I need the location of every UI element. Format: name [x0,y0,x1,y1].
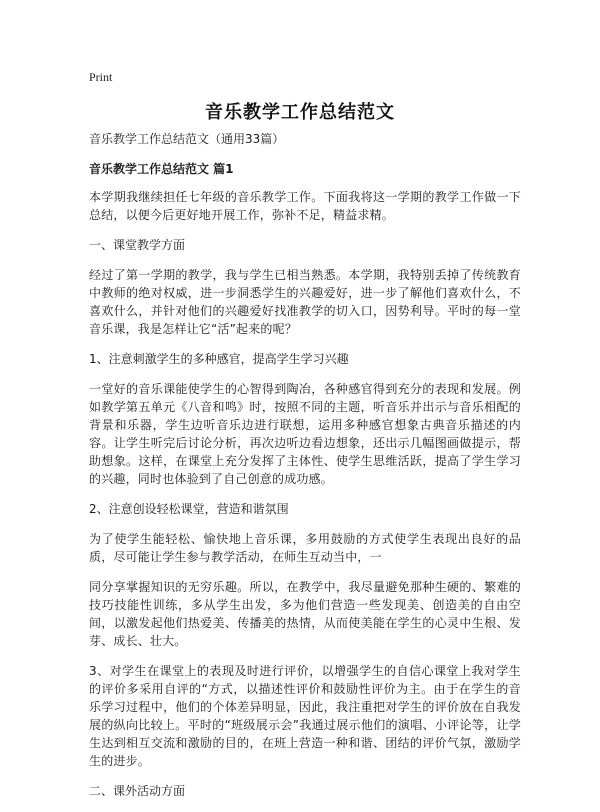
section-heading: 一、课堂教学方面 [89,238,186,252]
document-title: 音乐教学工作总结范文 [205,102,395,123]
section-heading: 二、课外活动方面 [89,784,186,798]
article-heading: 音乐教学工作总结范文 篇1 [89,162,234,176]
paragraph: 一堂好的音乐课能使学生的心智得到陶冶，各种感官得到充分的表现和发展。例如教学第五单元《八音和鸣》时，按照不同的主题，听音乐并出示与音乐相配的背景和乐器，学生边听音乐边进行联想，运用多种感官想象古典音乐描述的内容。让学生听完后讨论分析，再次边听边看边想象，还出示几幅图画做提示，帮助想象。这样，在课堂上充分发挥了主体性、使学生思维活跃，提高了学生学习的兴趣，同时也体验到了自己创意的成功感。 [89,382,521,486]
section-heading: 1、注意刺激学生的多种感官，提高学生学习兴趣 [89,352,349,366]
print-link[interactable]: Print [89,70,113,84]
section-heading: 2、注意创设轻松课堂，营造和谐氛围 [89,502,289,516]
paragraph: 本学期我继续担任七年级的音乐教学工作。下面我将这一学期的教学工作做一下总结，以便今后更好地开展工作，弥补不足，精益求精。 [89,190,521,222]
document-subtitle: 音乐教学工作总结范文（通用33篇） [89,132,285,146]
document-body [89,130,521,812]
paragraph: 3、对学生在课堂上的表现及时进行评价，以增强学生的自信心课堂上我对学生的评价多采用自评的“方式，以描述性评价和鼓励性评价为主。由于在学生的音乐学习过程中，他们的个体差异明显，因此，我注重把对学生的评价放在自我发展的纵向比较上。平时的“班级展示会”我通过展示他们的演唱、小评论等，让学生达到相互交流和激励的目的，在班上营造一种和谐、团结的评价气氛，激励学生的进步。 [89,664,521,768]
paragraph: 同分享掌握知识的无穷乐趣。所以，在教学中，我尽量避免那种生硬的、繁难的技巧技能性训练，多从学生出发，多为他们营造一些发现美、创造美的自由空间，以激发起他们热爱美、传播美的热情，从而使美能在学生的心灵中生根、发芽、成长、壮大。 [89,580,521,648]
paragraph: 经过了第一学期的教学，我与学生已相当熟悉。本学期，我特别丢掉了传统教育中教师的绝对权威，进一步洞悉学生的兴趣爱好，进一步了解他们喜欢什么，不喜欢什么，并针对他们的兴趣爱好找准教学的切入口，因势利导。平时的每一堂音乐课，我是怎样让它“活”起来的呢？ [89,268,521,336]
paragraph: 为了使学生能轻松、愉快地上音乐课，多用鼓励的方式使学生表现出良好的品质，尽可能让学生参与教学活动，在师生互动当中，一 [89,532,521,564]
